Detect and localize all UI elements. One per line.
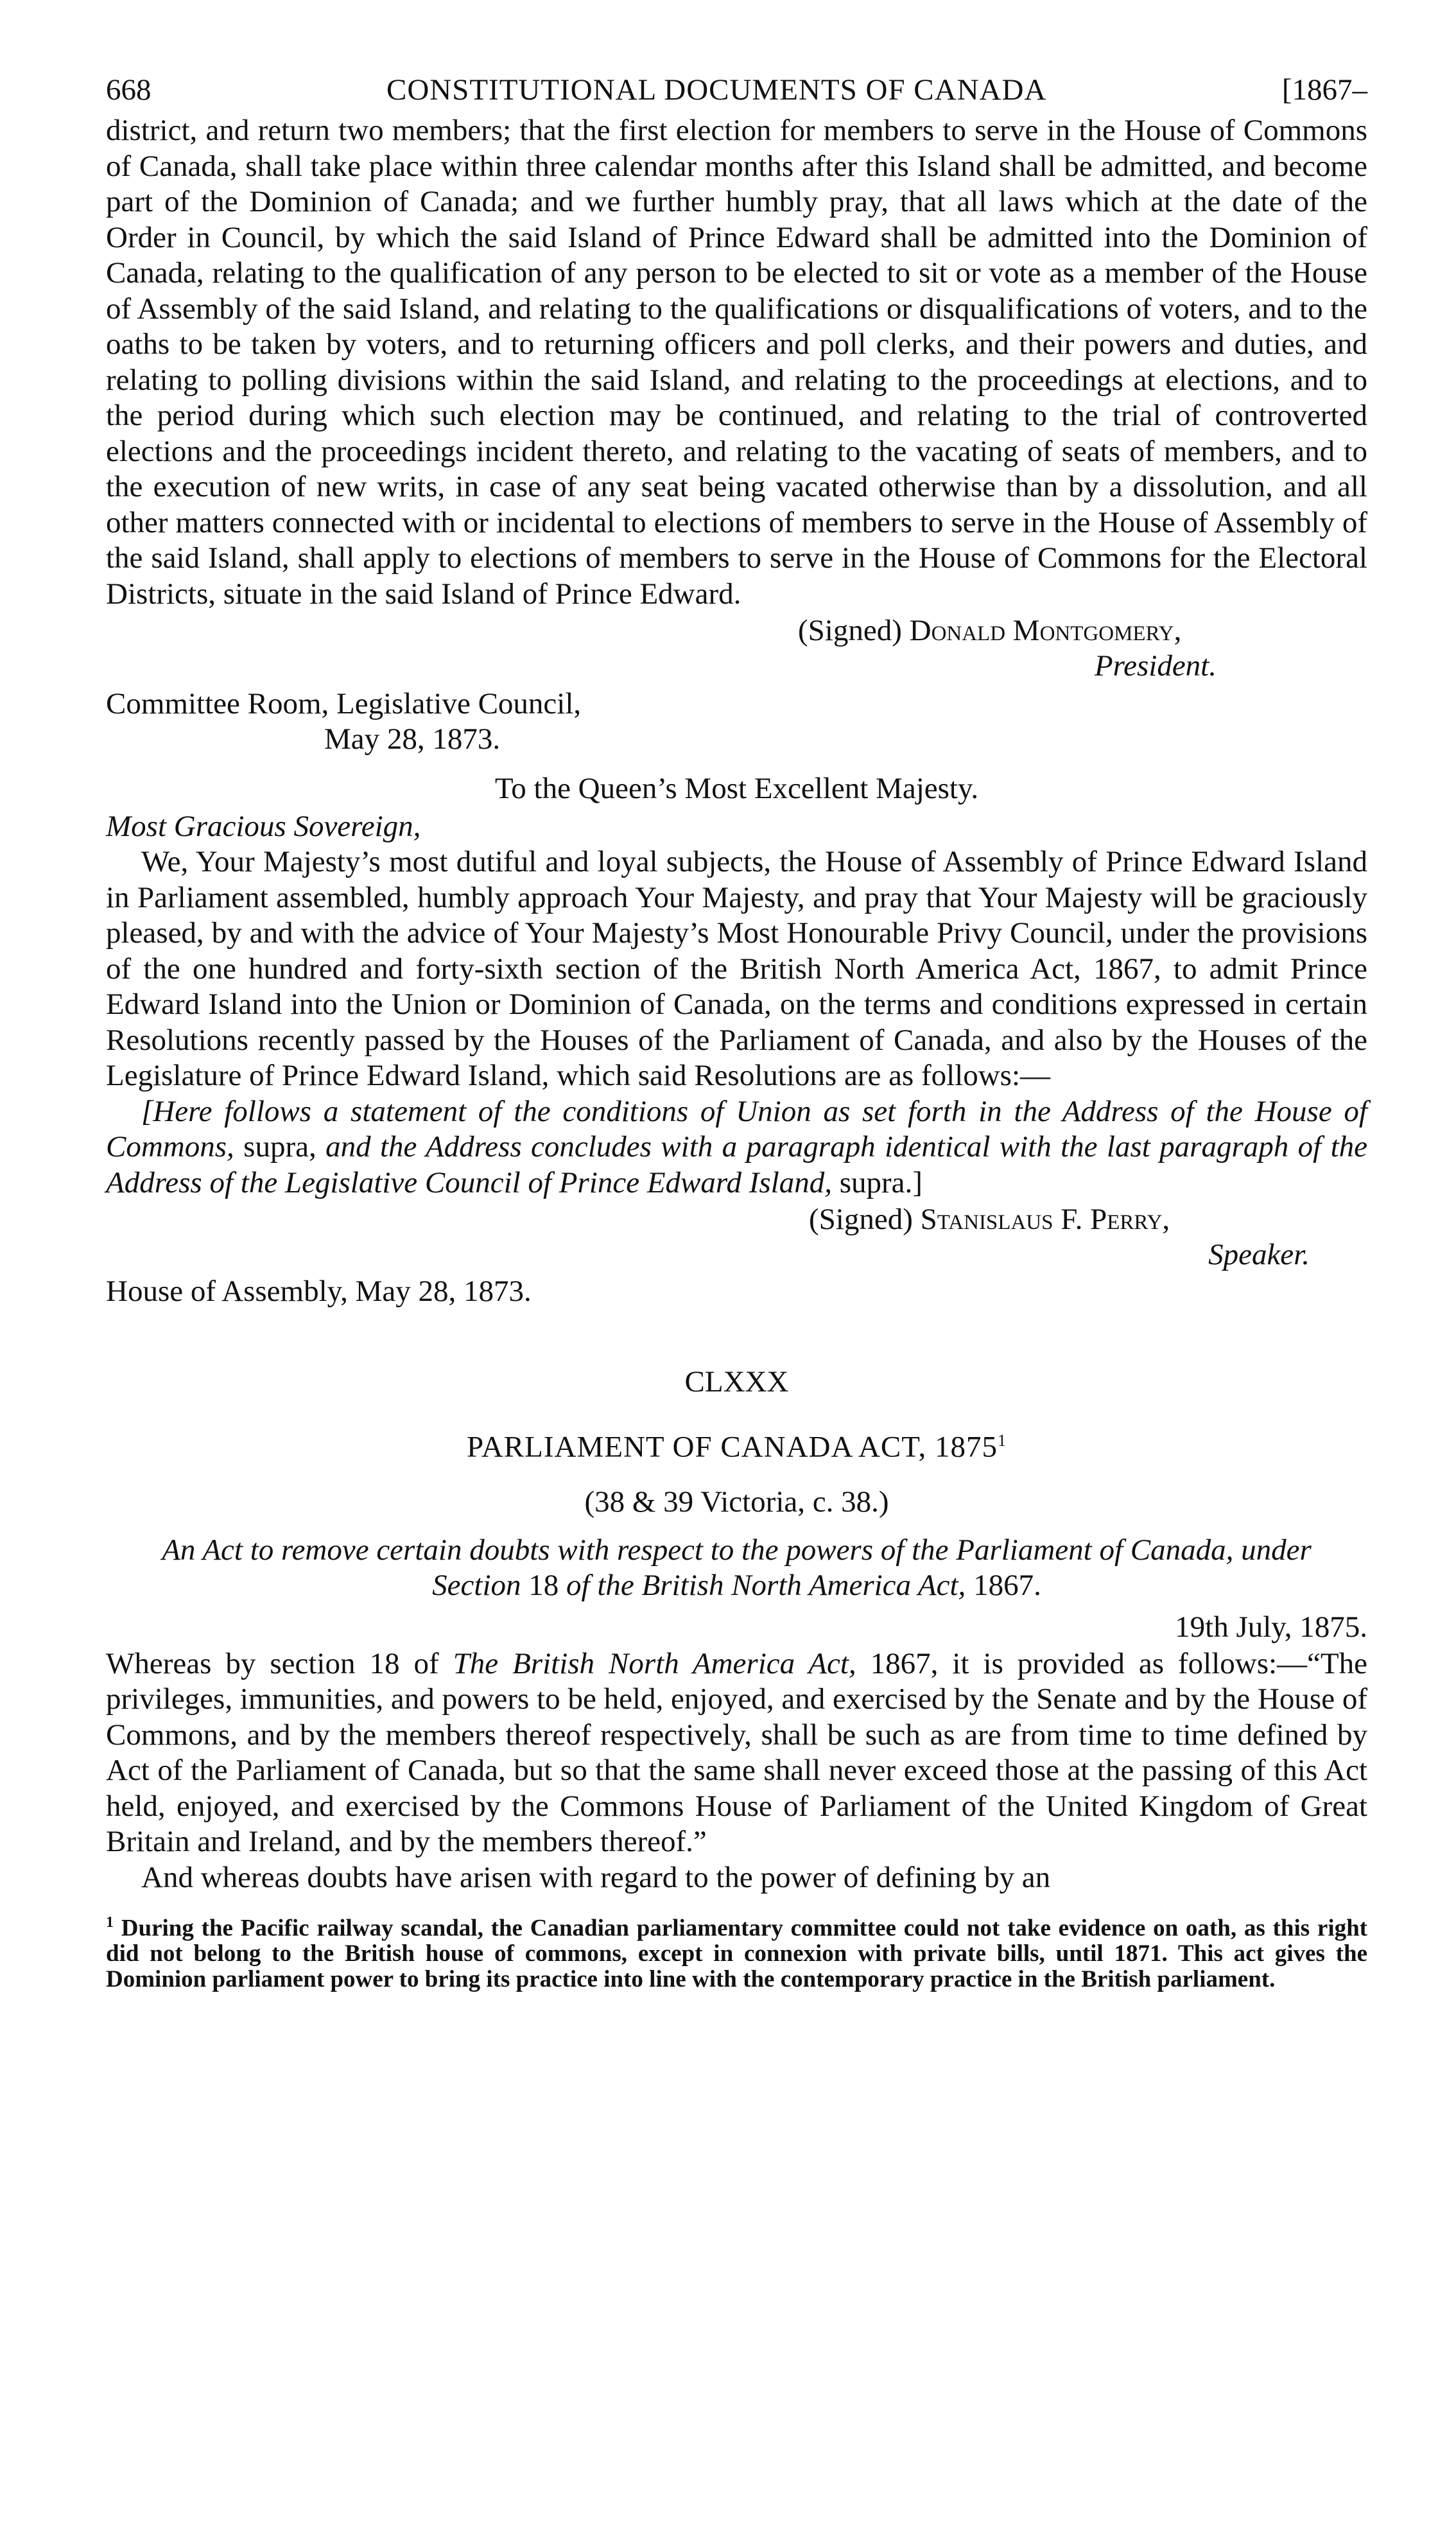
signatory-name: Donald Montgomery,	[909, 614, 1182, 647]
note-text-2: and the Address concludes with a paragraph identical with the last paragraph of the Address of the Legislative Council of Prince Edward Island,	[106, 1130, 1367, 1199]
signature-prefix: (Signed)	[809, 1203, 913, 1236]
note-text-1: [Here follows a statement of the conditions of Union as set forth in the Address of the House of Commons,	[106, 1094, 1367, 1163]
running-header	[106, 71, 1367, 109]
running-title: CONSTITUTIONAL DOCUMENTS OF CANADA	[386, 73, 1047, 107]
act-para-text-2: 1867, it is provided as follows:—“The privileges, immunities, and powers to be held, enjoyed, and exercised by the Senate and by the House of Commons, and by the members thereof respectively, shall be such as are from time to time defined by Act of the Parliament of Canada, but so that the same shall never exceed those at the passing of this Act held, enjoyed, and exercised by the Commons House of Parliament of the United Kingdom of Great Britain and Ireland, and by the members thereof.”	[106, 1646, 1367, 1859]
long-title-section: 18	[528, 1568, 559, 1602]
place-date-2: House of Assembly, May 28, 1873.	[106, 1275, 532, 1308]
footnote-ref: 1	[997, 1431, 1007, 1450]
act-title-text: PARLIAMENT OF CANADA ACT, 1875	[467, 1430, 998, 1464]
signature-block-1	[106, 613, 1367, 684]
salutation: Most Gracious Sovereign,	[106, 810, 421, 843]
act-name: The British North America Act,	[453, 1646, 856, 1680]
note-supra-2: supra.]	[839, 1165, 923, 1199]
act-paragraph-2: And whereas doubts have arisen with regard to the power of defining by an	[141, 1860, 1051, 1894]
continued-paragraph: district, and return two members; that the first election for members to serve in the House of Commons of Canada, shall take place within three calendar months after this Island shall be admitted, and become part of the Dominion of Canada; and we further humbly pray, that all laws which at the date of the Order in Council, by which the said Island of Prince Edward shall be admitted into the Dominion of Canada, relating to the qualification of any person to be elected to sit or vote as a member of the House of Assembly of the said Island, and relating to the qualifications or disqualifications of voters, and to the oaths to be taken by voters, and to returning officers and poll clerks, and their powers and duties, and relating to polling divisions within the said Island, and relating to the proceedings at elections, and to the period during which such election may be continued, and relating to the trial of controverted elections and the proceedings incident thereto, and relating to the vacating of seats of members, and to the execution of new writs, in case of any seat being vacated otherwise than by a dissolution, and all other matters connected with or incidental to elections of members to serve in the House of Assembly of the said Island, shall apply to elections of members to serve in the House of Commons for the Electoral Districts, situate in the said Island of Prince Edward.	[106, 114, 1367, 611]
signatory-role: President.	[1094, 649, 1217, 683]
footnote	[106, 1910, 1367, 1992]
place-line: Committee Room, Legislative Council,	[106, 687, 582, 720]
page-number: 668	[106, 73, 152, 107]
act-title	[106, 1423, 1367, 1465]
long-title-year: 1867.	[966, 1568, 1041, 1602]
act-para-text-1: Whereas by section 18 of	[106, 1646, 453, 1680]
document-page	[106, 71, 1367, 1992]
note-supra-1: supra,	[243, 1130, 316, 1163]
header-year: [1867–	[1281, 73, 1367, 107]
signatory-name: Stanislaus F. Perry,	[920, 1203, 1170, 1236]
footnote-marker: 1	[106, 1914, 114, 1931]
address-heading: To the Queen’s Most Excellent Majesty.	[494, 772, 979, 805]
editorial-note	[106, 1094, 1367, 1201]
long-title-text-2: of the British North America Act,	[559, 1568, 966, 1602]
date-line: May 28, 1873.	[324, 722, 501, 756]
document-number: CLXXX	[684, 1365, 789, 1398]
act-long-title	[106, 1533, 1367, 1603]
act-citation: (38 & 39 Victoria, c. 38.)	[584, 1485, 889, 1519]
address-paragraph: We, Your Majesty’s most dutiful and loyal subjects, the House of Assembly of Prince Edward Island in Parliament assembled, humbly approach Your Majesty, and pray that Your Majesty will be graciously pleased, by and with the advice of Your Majesty’s Most Honourable Privy Council, under the provisions of the one hundred and forty-sixth section of the British North America Act, 1867, to admit Prince Edward Island into the Union or Dominion of Canada, on the terms and conditions expressed in certain Resolutions recently passed by the Houses of the Parliament of Canada, and also by the Houses of the Legislature of Prince Edward Island, which said Resolutions are as follows:—	[106, 845, 1367, 1092]
long-title-text-1: An Act to remove certain doubts with respect to the powers of the Parliament of Canada, under Section	[162, 1533, 1312, 1602]
footnote-text: During the Pacific railway scandal, the Canadian parliamentary committee could not take evidence on oath, as this right did not belong to the British house of commons, except in connexion with private bills, until 1871. This act gives the Dominion parliament power to bring its practice into line with the contemporary practice in the British parliament.	[106, 1915, 1367, 1993]
place-date-1	[106, 686, 1367, 757]
act-date: 19th July, 1875.	[1175, 1610, 1367, 1644]
signatory-role: Speaker.	[1208, 1238, 1310, 1271]
signature-block-2	[106, 1202, 1367, 1273]
signature-prefix: (Signed)	[798, 614, 902, 647]
act-paragraph-1	[106, 1646, 1367, 1860]
